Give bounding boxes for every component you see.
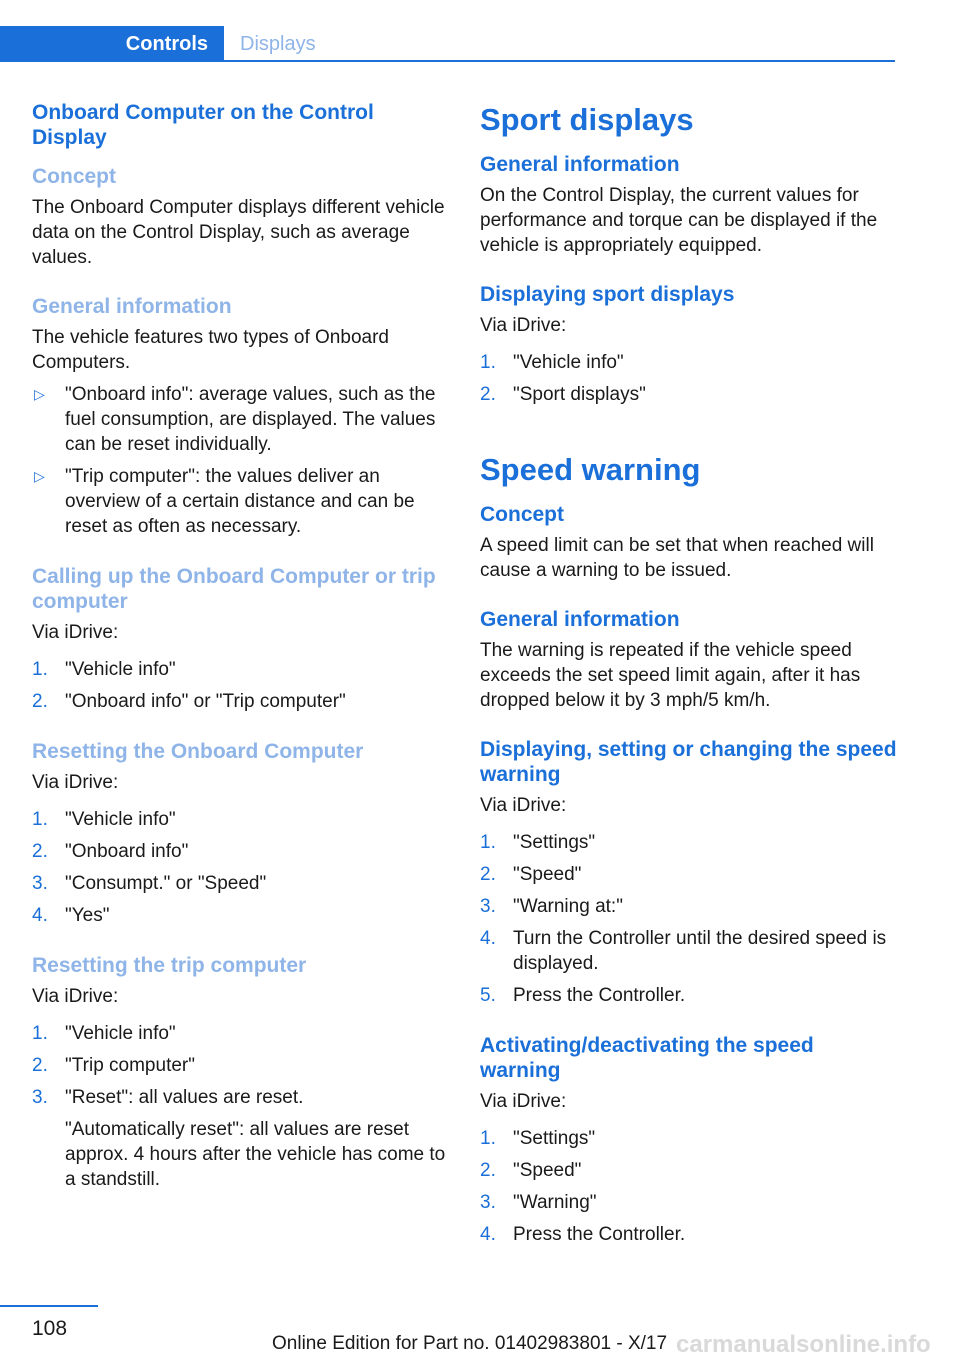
edition-text: Online Edition for Part no. 01402983801 - X/17	[272, 1333, 668, 1354]
list-item: 2. "Trip computer"	[32, 1055, 195, 1076]
calling-steps	[32, 657, 452, 714]
list-item: 1. "Vehicle info"	[32, 659, 176, 680]
list-item: ▷ "Trip computer": the values deliver an overview of a certain distance and can be reset as often as necessary.	[34, 466, 415, 537]
top-navigation	[0, 26, 895, 62]
heading-resetting-onboard: Resetting the Onboard Computer	[32, 740, 364, 763]
right-column	[480, 100, 900, 1272]
list-item: 1. "Settings"	[480, 1128, 596, 1149]
list-item: ▷ "Onboard info": average values, such as the fuel consumption, are displayed. The values can be reset individually.	[34, 384, 436, 455]
list-item: 1. "Vehicle info"	[32, 809, 176, 830]
heading-calling-up: Calling up the Onboard Computer or trip computer	[32, 565, 436, 613]
page-number-rule	[0, 1305, 98, 1307]
heading-concept: Concept	[32, 165, 116, 188]
heading-displaying-sport: Displaying sport displays	[480, 283, 735, 306]
list-item: 3. "Warning"	[480, 1192, 597, 1213]
heading-speed-general: General information	[480, 608, 680, 631]
list-item: 4. "Yes"	[32, 905, 110, 926]
heading-sport-general: General information	[480, 153, 680, 176]
list-item: 2. "Sport displays"	[480, 384, 646, 405]
auto-reset-note: "Automatically reset": all values are reset approx. 4 hours after the vehicle has come to a standstill.	[65, 1119, 446, 1190]
triangle-bullet-icon: ▷	[34, 468, 45, 484]
reset-onboard-steps	[32, 807, 452, 928]
title-sport-displays: Sport displays	[480, 102, 694, 137]
list-item: 2. "Onboard info" or "Trip computer"	[32, 691, 346, 712]
heading-activating-speed-warning: Activating/deactivating the speed warning	[480, 1034, 814, 1082]
list-item: 5. Press the Controller.	[480, 985, 686, 1006]
concept-text: The Onboard Computer displays different vehicle data on the Control Display, such as average values.	[32, 197, 445, 268]
list-item: 1. "Vehicle info"	[480, 352, 624, 373]
sport-via: Via iDrive:	[480, 315, 567, 336]
list-item: 2. "Onboard info"	[32, 841, 189, 862]
general-text: The vehicle features two types of Onboard Computers.	[32, 327, 389, 373]
activate-steps	[480, 1126, 900, 1247]
calling-via: Via iDrive:	[32, 622, 119, 643]
list-item: 3. "Reset": all values are reset. "Automatically reset": all values are reset approx. 4 hours after the vehicle has come to a standstill.	[32, 1085, 452, 1192]
onboard-types-list	[32, 382, 452, 539]
list-item: 2. "Speed"	[480, 1160, 582, 1181]
reset-trip-via: Via iDrive:	[32, 986, 119, 1007]
triangle-bullet-icon: ▷	[34, 386, 45, 402]
reset-trip-steps	[32, 1021, 452, 1192]
activate-via: Via iDrive:	[480, 1091, 567, 1112]
watermark: carmanualsonline.info	[676, 1331, 931, 1358]
header-rule	[0, 60, 895, 62]
title-speed-warning: Speed warning	[480, 452, 701, 487]
sport-general-text: On the Control Display, the current values for performance and torque can be displayed if the vehicle is appropriately equipped.	[480, 185, 878, 256]
list-item: 1. "Settings"	[480, 832, 596, 853]
list-item: 3. "Warning at:"	[480, 896, 623, 917]
tab-displays[interactable]: Displays	[240, 32, 316, 55]
list-item: 4. Turn the Controller until the desired speed is displayed.	[480, 928, 887, 974]
setting-steps	[480, 830, 900, 1008]
list-item: 3. "Consumpt." or "Speed"	[32, 873, 267, 894]
heading-resetting-trip: Resetting the trip computer	[32, 954, 307, 977]
page-number: 108	[32, 1317, 68, 1340]
setting-via: Via iDrive:	[480, 795, 567, 816]
list-item: 1. "Vehicle info"	[32, 1023, 176, 1044]
heading-setting-speed-warning: Displaying, setting or changing the speed warning	[480, 738, 897, 786]
heading-speed-concept: Concept	[480, 503, 564, 526]
page-footer	[0, 1305, 960, 1362]
list-item: 4. Press the Controller.	[480, 1224, 686, 1245]
reset-onboard-via: Via iDrive:	[32, 772, 119, 793]
list-item: 2. "Speed"	[480, 864, 582, 885]
heading-general-information: General information	[32, 295, 232, 318]
speed-general-text: The warning is repeated if the vehicle speed exceeds the set speed limit again, after it has dropped below it by 3 mph/5 km/h.	[480, 640, 861, 711]
speed-concept-text: A speed limit can be set that when reached will cause a warning to be issued.	[480, 535, 874, 581]
sport-steps	[480, 350, 900, 407]
section-title-onboard-computer: Onboard Computer on the Control Display	[32, 101, 374, 149]
tab-controls[interactable]: Controls	[0, 26, 224, 62]
left-column	[32, 100, 452, 1217]
